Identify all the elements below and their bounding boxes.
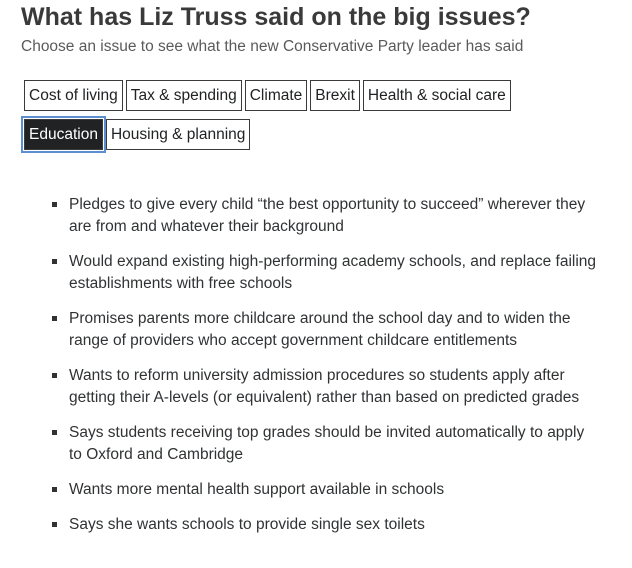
page-title: What has Liz Truss said on the big issues? — [21, 3, 531, 31]
list-item — [52, 479, 600, 501]
list-item — [52, 194, 600, 238]
bullet-square-icon — [52, 487, 57, 492]
list-item-text: Pledges to give every child “the best opportunity to succeed” wherever they are from and whatever their background — [69, 196, 586, 235]
bullet-square-icon — [52, 430, 57, 435]
tab-cost-of-living[interactable]: Cost of living — [24, 80, 123, 111]
list-item — [52, 514, 600, 536]
tab-tax-spending[interactable]: Tax & spending — [126, 80, 242, 111]
list-item-text: Says she wants schools to provide single sex toilets — [69, 516, 425, 533]
tab-row-1 — [24, 80, 564, 111]
bullet-square-icon — [52, 316, 57, 321]
bullet-square-icon — [52, 373, 57, 378]
list-item-text: Promises parents more childcare around the school day and to widen the range of providers who accept government childcare entitlements — [69, 310, 571, 349]
tab-housing-planning[interactable]: Housing & planning — [106, 119, 250, 150]
list-item-text: Would expand existing high-performing academy schools, and replace failing establishments with free schools — [69, 253, 597, 292]
education-bullet-list — [52, 194, 600, 549]
bullet-square-icon — [52, 259, 57, 264]
bullet-square-icon — [52, 202, 57, 207]
tab-health-social-care[interactable]: Health & social care — [363, 80, 511, 111]
tab-row-2 — [24, 119, 564, 150]
page-subtitle: Choose an issue to see what the new Conservative Party leader has said — [21, 38, 524, 55]
list-item — [52, 422, 600, 466]
tab-brexit[interactable]: Brexit — [310, 80, 360, 111]
list-item-text: Wants to reform university admission procedures so students apply after getting their A-levels (or equivalent) rather than based on predicted grades — [69, 367, 580, 406]
list-item — [52, 251, 600, 295]
tab-education[interactable]: Education — [24, 119, 103, 150]
tab-climate[interactable]: Climate — [245, 80, 308, 111]
list-item-text: Says students receiving top grades should be invited automatically to apply to Oxford and Cambridge — [69, 424, 585, 463]
list-item — [52, 365, 600, 409]
list-item — [52, 308, 600, 352]
issue-tabs — [24, 80, 564, 158]
bullet-square-icon — [52, 522, 57, 527]
list-item-text: Wants more mental health support available in schools — [69, 481, 445, 498]
